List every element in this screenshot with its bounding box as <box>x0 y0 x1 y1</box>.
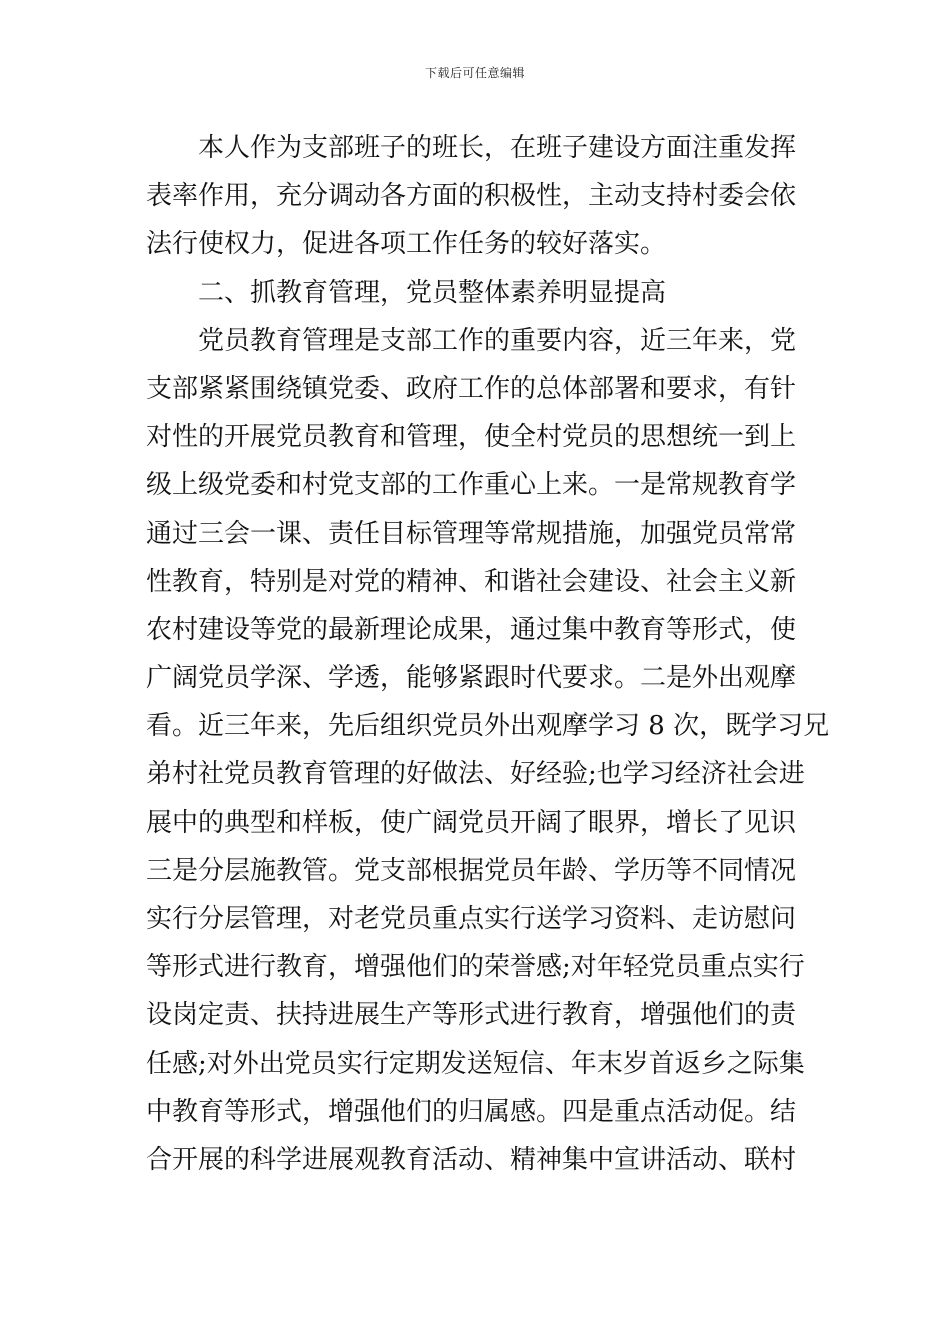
text-line: 三是分层施教管。党支部根据党员年龄、学历等不同情况 <box>146 855 797 886</box>
text-line: 表率作用，充分调动各方面的积极性，主动支持村委会依 <box>146 181 797 212</box>
text-line: 法行使权力，促进各项工作任务的较好落实。 <box>146 229 667 260</box>
text-line: 级上级党委和村党支部的工作重心上来。一是常规教育学 <box>146 470 797 501</box>
text-line: 弟村社党员教育管理的好做法、好经验;也学习经济社会进 <box>146 759 805 790</box>
text-line: 对性的开展党员教育和管理，使全村党员的思想统一到上 <box>146 422 797 453</box>
text-line: 展中的典型和样板，使广阔党员开阔了眼界，增长了见识 <box>146 807 797 838</box>
text-line: 合开展的科学进展观教育活动、精神集中宣讲活动、联村 <box>146 1144 797 1175</box>
text-line: 中教育等形式，增强他们的归属感。四是重点活动促。结 <box>146 1096 797 1127</box>
text-line: 实行分层管理，对老党员重点实行送学习资料、走访慰问 <box>146 904 797 934</box>
text-line: 性教育，特别是对党的精神、和谐社会建设、社会主义新 <box>146 566 797 597</box>
text-line: 广阔党员学深、学透，能够紧跟时代要求。二是外出观摩 <box>146 663 797 694</box>
text-line: 本人作为支部班子的班长，在班子建设方面注重发挥 <box>198 133 797 163</box>
text-line: 党员教育管理是支部工作的重要内容，近三年来，党 <box>198 325 797 356</box>
text-line: 设岗定责、扶持进展生产等形式进行教育，增强他们的责 <box>146 1000 797 1031</box>
text-line: 支部紧紧围绕镇党委、政府工作的总体部署和要求，有针 <box>146 373 797 404</box>
document-body <box>146 124 830 1184</box>
text-line: 农村建设等党的最新理论成果，通过集中教育等形式，使 <box>146 614 797 645</box>
text-line: 等形式进行教育，增强他们的荣誉感;对年轻党员重点实行 <box>146 952 805 983</box>
text-line: 通过三会一课、责任目标管理等常规措施，加强党员常常 <box>146 518 797 549</box>
text-line: 任感;对外出党员实行定期发送短信、年末岁首返乡之际集 <box>146 1048 805 1079</box>
text-line: 看。近三年来，先后组织党员外出观摩学习 8 次，既学习兄 <box>146 711 830 742</box>
section-heading: 二、抓教育管理，党员整体素养明显提高 <box>198 277 667 308</box>
page-header: 下载后可任意编辑 <box>424 66 525 80</box>
